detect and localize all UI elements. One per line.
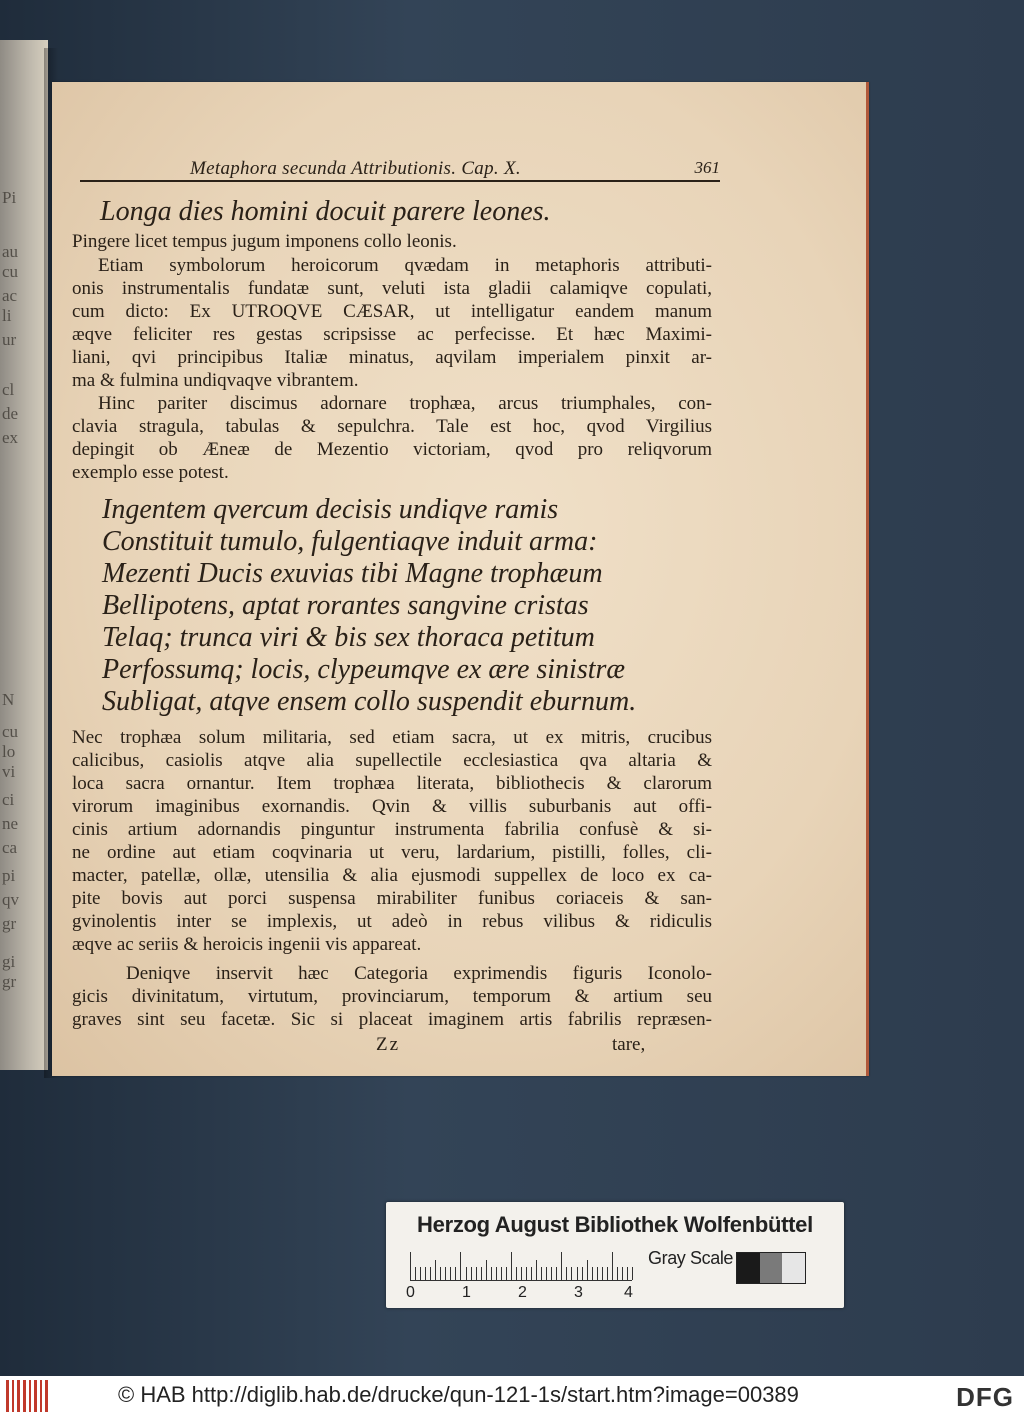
prev-page-fragment: cu: [2, 262, 19, 281]
ruler-tick: [430, 1267, 431, 1280]
motto-line: Longa dies homini docuit parere leones.: [100, 196, 551, 227]
text-line: gicis divinitatum, virtutum, provinciarum, temporum & artium seu: [72, 986, 712, 1007]
text-line: clavia stragula, tabulas & sepulchra. Tale est hoc, qvod Virgilius: [72, 416, 712, 437]
scale-ruler: [410, 1250, 632, 1280]
verse-line: Telaq; trunca viri & bis sex thoraca petitum: [102, 622, 595, 653]
ruler-tick: [566, 1267, 567, 1280]
prev-page-fragment: ca: [2, 838, 18, 857]
paragraph-4: [72, 726, 712, 956]
verse-line: Mezenti Ducis exuvias tibi Magne trophæum: [102, 558, 603, 589]
prev-page-fragment: qv: [2, 890, 19, 909]
ruler-tick: [476, 1267, 477, 1280]
verse-line: Ingentem qvercum decisis undiqve ramis: [102, 494, 559, 525]
prev-page-fragment: de: [2, 404, 19, 423]
text-line: calicibus, casiolis atqve alia supellectile ecclesiastica qva altaria &: [72, 750, 712, 771]
paragraph-3: [72, 392, 712, 484]
verse-line: Bellipotens, aptat rorantes sangvine cristas: [102, 590, 589, 621]
ruler-tick: [617, 1267, 618, 1280]
verse-line: Constituit tumulo, fulgentiaqve induit arma:: [102, 526, 598, 557]
ruler-tick: [466, 1267, 467, 1280]
text-line: macter, patellæ, ollæ, utensilia & alia ejusmodi suppellex de loco ex ca-: [72, 865, 712, 886]
text-line: æqve feliciter res gestas scripsisse ac perfecisse. Et hæc Maximi-: [72, 324, 712, 345]
barcode-icon: [6, 1380, 48, 1412]
prev-page-fragment: gr: [2, 914, 17, 933]
gray-swatch: [737, 1253, 760, 1283]
text-line: onis instrumentalis fundatæ sunt, veluti ista gladii calamiqve copulati,: [72, 278, 712, 299]
prev-page-fragment: ur: [2, 330, 17, 349]
ruler-tick: [415, 1267, 416, 1280]
ruler-tick: [592, 1267, 593, 1280]
running-header: [80, 158, 720, 184]
prev-page-fragment: ex: [2, 428, 19, 447]
ruler-tick: [486, 1260, 487, 1280]
verse-quotation: [102, 494, 712, 718]
text-line: Etiam symbolorum heroicorum qvædam in metaphoris attributi-: [98, 255, 712, 276]
ruler-tick: [491, 1267, 492, 1280]
text-line: cum dicto: Ex UTROQVE CÆSAR, ut intelligatur eandem manum: [72, 301, 712, 322]
prev-page-fragment: pi: [2, 866, 16, 885]
ruler-tick: [511, 1252, 512, 1280]
ruler-tick: [582, 1267, 583, 1280]
text-line: loca sacra ornantur. Item trophæa literata, bibliothecis & clarorum: [72, 773, 712, 794]
ruler-tick: [546, 1267, 547, 1280]
text-line: depingit ob Æneæ de Mezentio victoriam, qvod pro reliqvorum: [72, 439, 712, 460]
ruler-tick: [602, 1267, 603, 1280]
ruler-tick: [541, 1267, 542, 1280]
prev-page-fragment: au: [2, 242, 19, 261]
prev-page-fragment: li: [2, 306, 12, 325]
text-line: graves sint seu facetæ. Sic si placeat imaginem artis fabrilis repræsen-: [72, 1009, 712, 1030]
prev-page-fragment: ac: [2, 286, 18, 305]
catchword: tare,: [612, 1034, 646, 1055]
text-line: pite bovis aut porci suspensa mirabiliter funibus coriaceis & san-: [72, 888, 712, 909]
ruler-tick: [481, 1267, 482, 1280]
prev-page-fragment: gi: [2, 952, 16, 971]
ruler-tick: [471, 1267, 472, 1280]
gray-scale-label: Gray Scale: [648, 1248, 734, 1268]
ruler-tick: [521, 1267, 522, 1280]
gray-swatch: [760, 1253, 783, 1283]
ruler-tick: [571, 1267, 572, 1280]
text-line: cinis artium adornandis pinguntur instrumenta fabrilia confusè & si-: [72, 819, 712, 840]
ruler-tick: [410, 1252, 411, 1280]
ruler-tick: [587, 1260, 588, 1280]
ruler-tick: [506, 1267, 507, 1280]
ruler-tick: [450, 1267, 451, 1280]
paragraph-5: [72, 962, 712, 1031]
ruler-tick: [561, 1252, 562, 1280]
paragraph-2: [72, 254, 712, 392]
ruler-tick: [531, 1267, 532, 1280]
prev-page-fragment: Pi: [2, 188, 17, 207]
header-rule: [80, 180, 720, 182]
text-line: Hinc pariter discimus adornare trophæa, arcus triumphales, con-: [98, 393, 712, 414]
ruler-number: 1: [462, 1284, 471, 1301]
text-line: exemplo esse potest.: [72, 462, 229, 483]
text-line: liani, qvi principibus Italiæ minatus, aqvilam imperialem pinxit ar-: [72, 347, 712, 368]
gray-swatch: [782, 1253, 805, 1283]
prev-page-fragment: ne: [2, 814, 19, 833]
ruler-baseline: [410, 1280, 632, 1281]
institution-name: Herzog August Bibliothek Wolfenbüttel: [417, 1212, 813, 1237]
ruler-tick: [460, 1252, 461, 1280]
text-line: ma & fulmina undiqvaqve vibrantem.: [72, 370, 359, 391]
text-line: virorum imaginibus exornandis. Qvin & villis suburbanis aut offi-: [72, 796, 712, 817]
running-title: Metaphora secunda Attributionis. Cap. X.: [190, 158, 521, 179]
ruler-number: 3: [574, 1284, 583, 1301]
prev-page-fragment: cl: [2, 380, 15, 399]
prev-page-fragment: N: [2, 690, 15, 709]
ruler-tick: [556, 1267, 557, 1280]
ruler-tick: [445, 1267, 446, 1280]
paragraph-1: [72, 230, 712, 253]
signature-mark: Zz: [376, 1034, 401, 1055]
ruler-number: 2: [518, 1284, 527, 1301]
ruler-tick: [622, 1267, 623, 1280]
ruler-tick: [516, 1267, 517, 1280]
ruler-tick: [607, 1267, 608, 1280]
prev-page-fragment: gr: [2, 972, 17, 991]
footer-bar: [0, 1376, 1024, 1416]
ruler-tick: [496, 1267, 497, 1280]
ruler-tick: [440, 1267, 441, 1280]
ruler-tick: [551, 1267, 552, 1280]
text-line: Deniqve inservit hæc Categoria exprimendis figuris Iconolo-: [126, 963, 712, 984]
ruler-tick: [501, 1267, 502, 1280]
previous-page-edge: [0, 40, 48, 1070]
prev-page-fragment: cu: [2, 722, 19, 741]
copyright-link[interactable]: © HAB http://diglib.hab.de/drucke/qun-121-1s/start.htm?image=00389: [118, 1382, 799, 1407]
library-color-target: [386, 1202, 844, 1308]
text-line: gvinolentis inter se implexis, ut adeò in rebus vilibus & ridiculis: [72, 911, 712, 932]
ruler-tick: [597, 1267, 598, 1280]
prev-page-fragment: ci: [2, 790, 15, 809]
text-line: Pingere licet tempus jugum imponens collo leonis.: [72, 231, 457, 252]
ruler-tick: [577, 1267, 578, 1280]
ruler-number: 0: [406, 1284, 415, 1301]
text-line: Nec trophæa solum militaria, sed etiam sacra, ut ex mitris, crucibus: [72, 727, 712, 748]
ruler-tick: [627, 1267, 628, 1280]
prev-page-fragment: lo: [2, 742, 16, 761]
ruler-tick: [536, 1260, 537, 1280]
ruler-tick: [526, 1267, 527, 1280]
verse-line: Perfossumq; locis, clypeumqve ex ære sinistræ: [102, 654, 626, 685]
text-line: ne ordine aut etiam coqvinaria ut veru, lardarium, pistilli, folles, cli-: [72, 842, 712, 863]
ruler-tick: [425, 1267, 426, 1280]
prev-page-fragment: vi: [2, 762, 16, 781]
verse-line: Subligat, atqve ensem collo suspendit eburnum.: [102, 686, 637, 717]
ruler-tick: [435, 1260, 436, 1280]
dfg-logo: DFG: [956, 1382, 1014, 1412]
text-line: æqve ac seriis & heroicis ingenii vis appareat.: [72, 934, 422, 955]
ruler-tick: [455, 1267, 456, 1280]
page-text: [52, 82, 866, 1076]
ruler-tick: [632, 1267, 633, 1280]
page-number: 361: [694, 158, 720, 177]
ruler-number: 4: [624, 1284, 633, 1301]
gray-scale-swatches: [736, 1252, 806, 1284]
ruler-tick: [420, 1267, 421, 1280]
ruler-tick: [612, 1252, 613, 1280]
book-page: [52, 82, 869, 1076]
